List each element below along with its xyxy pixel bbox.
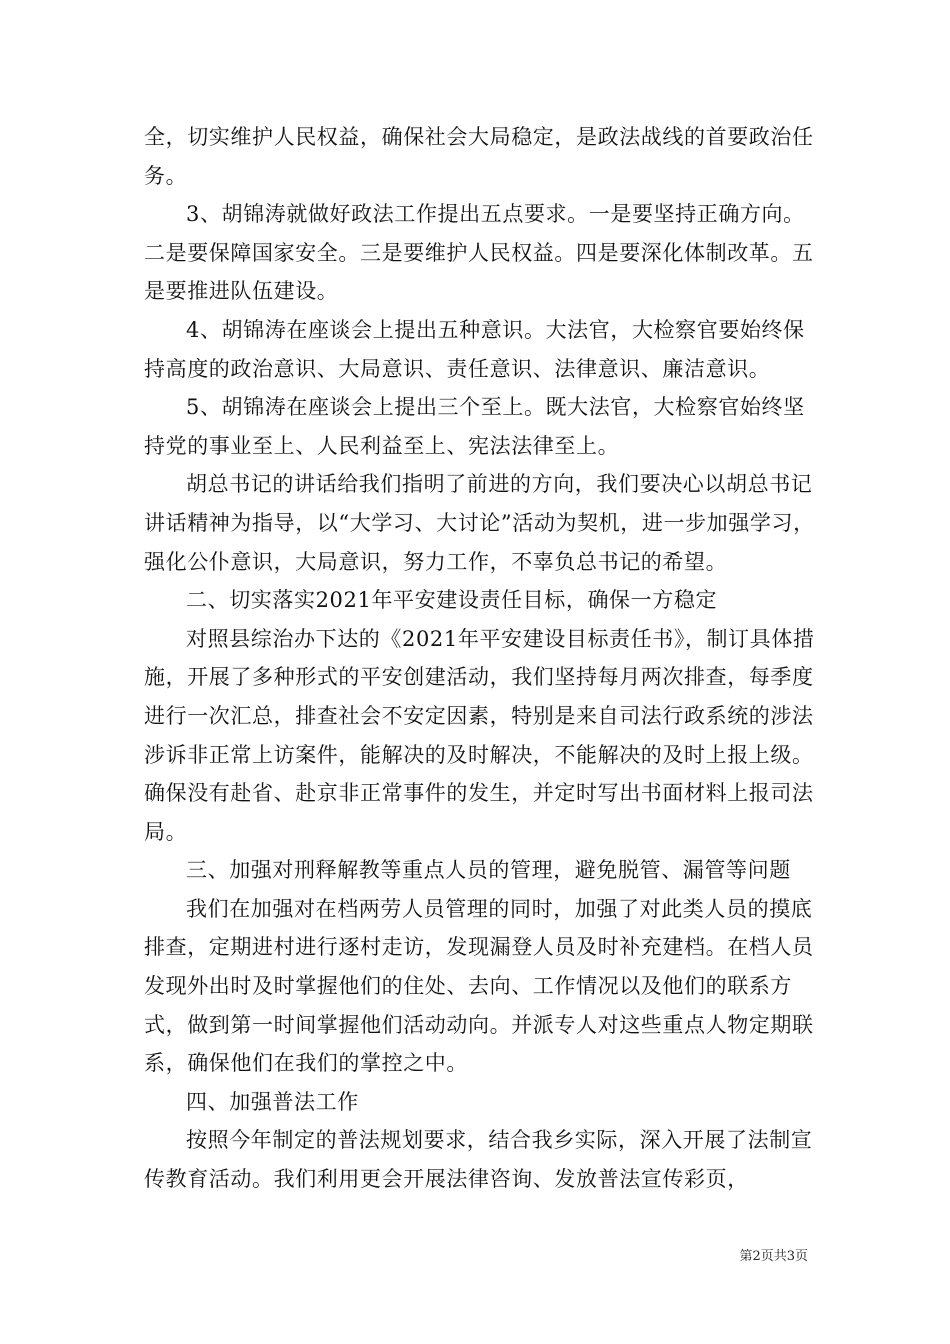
section-heading-3: 三、加强对刑释解教等重点人员的管理，避免脱管、漏管等问题 xyxy=(186,858,791,883)
paragraph-1: 全，切实维护人民权益，确保社会大局稳定，是政法战线的首要政治任务。 xyxy=(144,125,814,188)
paragraph-5: 胡总书记的讲话给我们指明了前进的方向，我们要决心以胡总书记讲话精神为指导，以“大学习、大讨论”活动为契机，进一步加强学习，强化公仆意识，大局意识，努力工作，不辜负总书记的希望。 xyxy=(144,472,815,574)
paragraph-7: 对照县综治办下达的《2021年平安建设目标责任书》，制订具体措施，开展了多种形式的平安创建活动，我们坚持每月两次排查，每季度进行一次汇总，排查社会不安定因素，特别是来自司法行政系统的涉法涉诉非正常上访案件，能解决的及时解决，不能解决的及时上报上级。确保没有赴省、赴京非正常事件的发生，并定时写出书面材料上报司法局。 xyxy=(144,626,815,844)
paragraph-11: 按照今年制定的普法规划要求，结合我乡实际，深入开展了法制宣传教育活动。我们利用更会开展法律咨询、发放普法宣传彩页， xyxy=(144,1128,813,1192)
document-body xyxy=(144,118,824,1199)
paragraph-3: 4、胡锦涛在座谈会上提出五种意识。大法官，大检察官要始终保持高度的政治意识、大局意识、责任意识、法律意识、廉洁意识。 xyxy=(144,317,805,381)
section-heading-4: 四、加强普法工作 xyxy=(186,1089,359,1114)
section-heading-2: 二、切实落实2021年平安建设责任目标，确保一方稳定 xyxy=(186,588,718,613)
paragraph-4: 5、胡锦涛在座谈会上提出三个至上。既大法官，大检察官始终坚持党的事业至上、人民利益至上、宪法法律至上。 xyxy=(144,395,805,458)
paragraph-9: 我们在加强对在档两劳人员管理的同时，加强了对此类人员的摸底排查，定期进村进行逐村走访，发现漏登人员及时补充建档。在档人员发现外出时及时掌握他们的住处、去向、工作情况以及他们的联系方式，做到第一时间掌握他们活动动向。并派专人对这些重点人物定期联系，确保他们在我们的掌控之中。 xyxy=(144,896,814,1076)
paragraph-2: 3、胡锦涛就做好政法工作提出五点要求。一是要坚持正确方向。二是要保障国家安全。三是要维护人民权益。四是要深化体制改革。五是要推进队伍建设。 xyxy=(144,202,814,304)
page-number: 第2页共3页 xyxy=(739,1249,808,1264)
